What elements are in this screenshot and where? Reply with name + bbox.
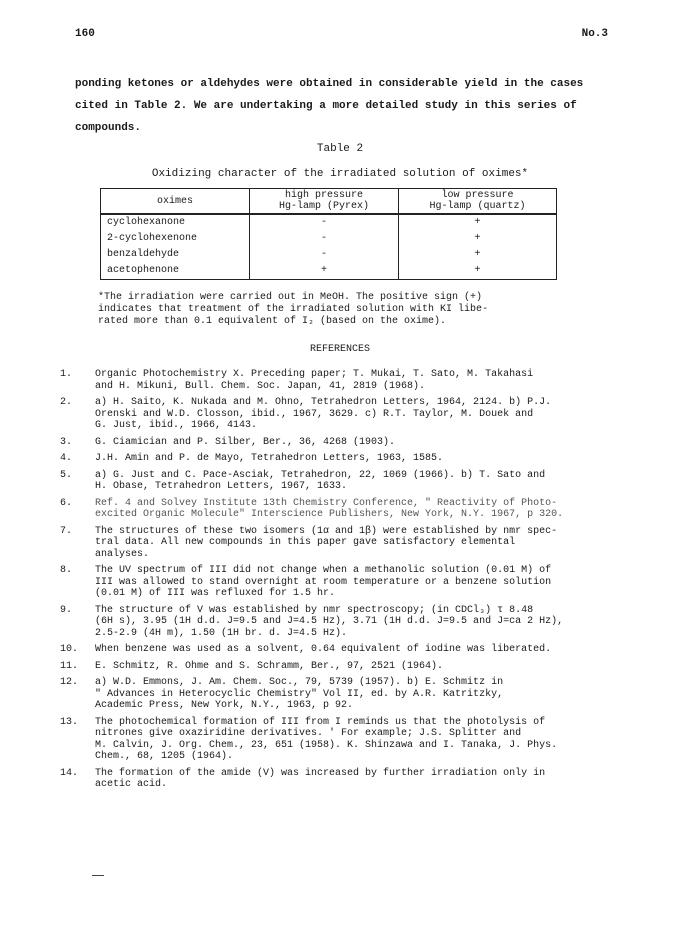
references-list (60, 369, 660, 796)
reference-line: (6H s), 3.95 (1H d.d. J=9.5 and J=4.5 Hz), 3.71 (1H d.d. J=9.5 and J=ca 2 Hz), (95, 616, 564, 627)
reference-line: Organic Photochemistry X. Preceding paper; T. Mukai, T. Sato, M. Takahasi (95, 369, 534, 380)
col-header-text: high pressure (284, 190, 363, 201)
reference-number: 11. (60, 660, 79, 672)
reference-line: When benzene was used as a solvent, 0.64 equivalent of iodine was liberated. (95, 644, 552, 655)
reference-text (95, 565, 660, 600)
reference-item (60, 605, 660, 640)
references-heading: REFERENCES (309, 344, 370, 355)
reference-item (60, 369, 660, 392)
low-pressure-result: + (398, 214, 556, 231)
reference-number: 12. (60, 677, 79, 688)
oxime-name: benzaldehyde (101, 247, 250, 263)
reference-item (60, 453, 660, 465)
reference-item (60, 437, 660, 449)
reference-number: 2. (60, 397, 73, 408)
reference-line: J.H. Amin and P. de Mayo, Tetrahedron Letters, 1963, 1585. (95, 453, 444, 464)
reference-line: The UV spectrum of III did not change when a methanolic solution (0.01 M) of (95, 565, 552, 576)
reference-text (95, 677, 660, 712)
reference-line: III was allowed to stand overnight at room temperature or a benzene solution (95, 576, 552, 588)
oxidizing-table (100, 188, 557, 280)
reference-number: 13. (60, 716, 79, 728)
reference-line: Ref. 4 and Solvey Institute 13th Chemistry Conference, " Reactivity of Photo- (95, 497, 558, 509)
reference-item (60, 526, 660, 561)
reference-line: and H. Mikuni, Bull. Chem. Soc. Japan, 41, 2819 (1968). (95, 380, 426, 392)
reference-number: 5. (60, 469, 73, 481)
reference-line: excited Organic Molecule" Interscience Publishers, New York, N.Y. 1967, p 320. (95, 509, 564, 520)
reference-text (95, 526, 660, 561)
table-row (101, 214, 557, 231)
reference-number: 7. (60, 525, 73, 537)
reference-line: Chem., 68, 1205 (1964). (95, 751, 234, 762)
table-subtitle: Oxidizing character of the irradiated solution of oximes* (151, 168, 529, 180)
oxime-name: cyclohexanone (101, 214, 250, 231)
reference-text (95, 768, 660, 791)
reference-line: H. Obase, Tetrahedron Letters, 1967, 1633. (95, 481, 348, 492)
reference-item (60, 661, 660, 673)
reference-line: The structures of these two isomers (1α and 1β) were established by nmr spec- (95, 525, 558, 537)
reference-line: G. Just, ibid., 1966, 4143. (95, 420, 258, 431)
reference-line: 2.5-2.9 (4H m), 1.50 (1H br. d. J=4.5 Hz). (95, 627, 348, 639)
intro-line: ponding ketones or aldehydes were obtained in considerable yield in the cases (75, 78, 584, 90)
reference-number: 3. (60, 436, 73, 448)
reference-text (95, 453, 660, 465)
reference-line: G. Ciamician and P. Silber, Ber., 36, 4268 (1903). (95, 436, 396, 448)
reference-text (95, 498, 660, 521)
reference-line: The photochemical formation of III from I reminds us that the photolysis of (95, 716, 546, 728)
reference-item (60, 717, 660, 763)
reference-line: acetic acid. (95, 779, 168, 790)
col-header-oximes: oximes (101, 189, 250, 215)
reference-text (95, 397, 660, 432)
reference-item (60, 498, 660, 521)
high-pressure-result: - (250, 247, 399, 263)
reference-number: 4. (60, 453, 73, 464)
col-header-text: low pressure (441, 190, 514, 201)
table-row (101, 231, 557, 247)
reference-item (60, 644, 660, 656)
reference-number: 8. (60, 565, 73, 576)
reference-item (60, 397, 660, 432)
reference-text (95, 661, 660, 673)
reference-line: The structure of V was established by nmr spectroscopy; (in CDCl₃) τ 8.48 (95, 604, 534, 616)
high-pressure-result: - (250, 214, 399, 231)
reference-line: Academic Press, New York, N.Y., 1963, p 92. (95, 700, 354, 711)
page-number: 160 (75, 28, 95, 40)
reference-item (60, 470, 660, 493)
reference-line: E. Schmitz, R. Ohme and S. Schramm, Ber., 97, 2521 (1964). (95, 660, 444, 672)
reference-line: a) G. Just and C. Pace-Asciak, Tetrahedron, 22, 1069 (1966). b) T. Sato and (95, 469, 546, 481)
intro-paragraph (75, 73, 615, 139)
oxime-name: acetophenone (101, 263, 250, 280)
reference-number: 1. (60, 369, 73, 380)
reference-text (95, 644, 660, 656)
low-pressure-result: + (398, 247, 556, 263)
reference-line: a) W.D. Emmons, J. Am. Chem. Soc., 79, 5739 (1957). b) E. Schmitz in (95, 677, 504, 688)
table-footnote (98, 292, 598, 328)
low-pressure-result: + (398, 231, 556, 247)
footnote-line: *The irradiation were carried out in MeOH. The positive sign (+) (98, 292, 483, 303)
col-header-text: Hg-lamp (Pyrex) (278, 201, 369, 212)
reference-line: " Advances in Heterocyclic Chemistry" Vol II, ed. by A.R. Katritzky, (95, 688, 504, 700)
reference-number: 10. (60, 644, 79, 655)
reference-line: a) H. Saito, K. Nukada and M. Ohno, Tetrahedron Letters, 1964, 2124. b) P.J. (95, 397, 552, 408)
reference-line: nitrones give oxaziridine derivatives. ' For example; J.S. Splitter and (95, 728, 522, 739)
table-title: Table 2 (316, 143, 364, 155)
oxime-name: 2-cyclohexenone (101, 231, 250, 247)
reference-text (95, 717, 660, 763)
intro-line: compounds. (75, 122, 142, 134)
reference-number: 14. (60, 767, 79, 779)
high-pressure-result: + (250, 263, 399, 280)
high-pressure-result: - (250, 231, 399, 247)
reference-text (95, 605, 660, 640)
footnote-line: rated more than 0.1 equivalent of I₂ (based on the oxime). (98, 316, 447, 327)
footer-rule (92, 875, 104, 876)
reference-number: 9. (60, 604, 73, 616)
reference-line: The formation of the amide (V) was increased by further irradiation only in (95, 767, 546, 779)
reference-item (60, 768, 660, 791)
reference-item (60, 677, 660, 712)
reference-item (60, 565, 660, 600)
table-row (101, 263, 557, 280)
reference-text (95, 437, 660, 449)
issue-number: No.3 (581, 28, 608, 40)
reference-text (95, 369, 660, 392)
col-header-text: Hg-lamp (quartz) (429, 201, 526, 212)
reference-line: analyses. (95, 548, 150, 560)
reference-line: (0.01 M) of III was refluxed for 1.5 hr. (95, 588, 336, 599)
reference-line: M. Calvin, J. Org. Chem., 23, 651 (1958). K. Shinzawa and I. Tanaka, J. Phys. (95, 739, 558, 751)
low-pressure-result: + (398, 263, 556, 280)
reference-number: 6. (60, 497, 73, 509)
reference-line: tral data. All new compounds in this paper gave satisfactory elemental (95, 537, 516, 548)
reference-line: Orenski and W.D. Closson, ibid., 1967, 3629. c) R.T. Taylor, M. Douek and (95, 408, 534, 420)
col-header-high-pressure (250, 189, 399, 215)
table-row (101, 247, 557, 263)
intro-line: cited in Table 2. We are undertaking a more detailed study in this series of (75, 100, 577, 112)
reference-text (95, 470, 660, 493)
col-header-low-pressure (398, 189, 556, 215)
footnote-line: indicates that treatment of the irradiated solution with KI libe- (98, 304, 489, 315)
